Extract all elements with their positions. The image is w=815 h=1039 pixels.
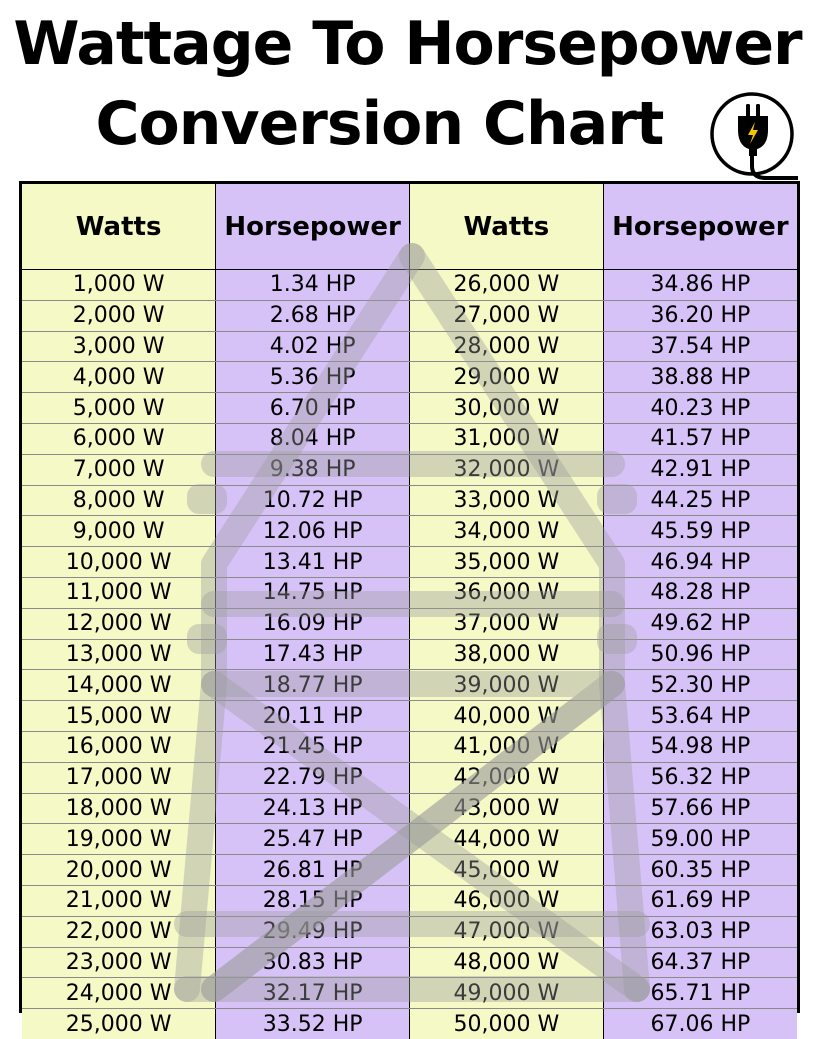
cell-watts-left: 18,000 W	[22, 793, 216, 824]
cell-watts-right: 40,000 W	[410, 701, 604, 732]
table-row	[22, 670, 797, 701]
cell-horsepower-left: 26.81 HP	[216, 855, 410, 886]
table-row	[22, 978, 797, 1009]
cell-watts-left: 9,000 W	[22, 516, 216, 547]
cell-horsepower-left: 33.52 HP	[216, 1009, 410, 1039]
table-row	[22, 423, 797, 454]
cell-watts-right: 36,000 W	[410, 577, 604, 608]
cell-watts-left: 8,000 W	[22, 485, 216, 516]
cell-horsepower-left: 14.75 HP	[216, 577, 410, 608]
cell-watts-right: 30,000 W	[410, 393, 604, 424]
cell-horsepower-right: 37.54 HP	[603, 331, 797, 362]
cell-horsepower-right: 67.06 HP	[603, 1009, 797, 1039]
cell-watts-left: 22,000 W	[22, 916, 216, 947]
cell-watts-left: 12,000 W	[22, 608, 216, 639]
cell-horsepower-right: 57.66 HP	[603, 793, 797, 824]
table-row	[22, 454, 797, 485]
cell-watts-right: 45,000 W	[410, 855, 604, 886]
cell-watts-left: 21,000 W	[22, 885, 216, 916]
cell-watts-left: 17,000 W	[22, 762, 216, 793]
table-body	[22, 270, 797, 1039]
cell-watts-right: 50,000 W	[410, 1009, 604, 1039]
cell-watts-right: 26,000 W	[410, 270, 604, 301]
cell-watts-left: 2,000 W	[22, 300, 216, 331]
cell-watts-left: 7,000 W	[22, 454, 216, 485]
cell-watts-right: 46,000 W	[410, 885, 604, 916]
cell-watts-right: 37,000 W	[410, 608, 604, 639]
cell-horsepower-right: 52.30 HP	[603, 670, 797, 701]
cell-watts-right: 39,000 W	[410, 670, 604, 701]
cell-watts-right: 33,000 W	[410, 485, 604, 516]
cell-horsepower-left: 25.47 HP	[216, 824, 410, 855]
cell-horsepower-left: 1.34 HP	[216, 270, 410, 301]
cell-horsepower-right: 50.96 HP	[603, 639, 797, 670]
cell-horsepower-left: 10.72 HP	[216, 485, 410, 516]
conversion-table-container	[19, 181, 800, 1037]
table-row	[22, 362, 797, 393]
table-row	[22, 547, 797, 578]
electric-plug-icon	[708, 92, 800, 182]
cell-watts-right: 28,000 W	[410, 331, 604, 362]
cell-watts-right: 38,000 W	[410, 639, 604, 670]
cell-horsepower-right: 61.69 HP	[603, 885, 797, 916]
cell-watts-right: 41,000 W	[410, 731, 604, 762]
cell-horsepower-left: 21.45 HP	[216, 731, 410, 762]
cell-horsepower-left: 2.68 HP	[216, 300, 410, 331]
cell-horsepower-left: 9.38 HP	[216, 454, 410, 485]
cell-horsepower-left: 8.04 HP	[216, 423, 410, 454]
cell-watts-right: 48,000 W	[410, 947, 604, 978]
cell-horsepower-left: 13.41 HP	[216, 547, 410, 578]
cell-watts-left: 4,000 W	[22, 362, 216, 393]
cell-watts-left: 25,000 W	[22, 1009, 216, 1039]
cell-horsepower-right: 64.37 HP	[603, 947, 797, 978]
cell-horsepower-right: 59.00 HP	[603, 824, 797, 855]
table-row	[22, 300, 797, 331]
cell-watts-right: 47,000 W	[410, 916, 604, 947]
table-row	[22, 270, 797, 301]
cell-horsepower-right: 54.98 HP	[603, 731, 797, 762]
cell-horsepower-right: 60.35 HP	[603, 855, 797, 886]
cell-horsepower-right: 63.03 HP	[603, 916, 797, 947]
cell-horsepower-right: 45.59 HP	[603, 516, 797, 547]
cell-horsepower-right: 46.94 HP	[603, 547, 797, 578]
cell-horsepower-right: 65.71 HP	[603, 978, 797, 1009]
cell-watts-left: 13,000 W	[22, 639, 216, 670]
cell-horsepower-left: 6.70 HP	[216, 393, 410, 424]
cell-watts-right: 35,000 W	[410, 547, 604, 578]
cell-watts-right: 29,000 W	[410, 362, 604, 393]
cell-horsepower-left: 29.49 HP	[216, 916, 410, 947]
table-row	[22, 516, 797, 547]
cell-horsepower-left: 17.43 HP	[216, 639, 410, 670]
column-header-watts-2: Watts	[410, 184, 604, 270]
cell-watts-right: 27,000 W	[410, 300, 604, 331]
cell-watts-right: 32,000 W	[410, 454, 604, 485]
cell-horsepower-right: 56.32 HP	[603, 762, 797, 793]
column-header-horsepower-1: Horsepower	[216, 184, 410, 270]
table-row	[22, 577, 797, 608]
cell-horsepower-right: 41.57 HP	[603, 423, 797, 454]
table-header-row	[22, 184, 797, 270]
cell-watts-left: 20,000 W	[22, 855, 216, 886]
cell-horsepower-right: 38.88 HP	[603, 362, 797, 393]
cell-horsepower-right: 42.91 HP	[603, 454, 797, 485]
cell-watts-right: 42,000 W	[410, 762, 604, 793]
cell-horsepower-left: 28.15 HP	[216, 885, 410, 916]
cell-watts-left: 24,000 W	[22, 978, 216, 1009]
cell-horsepower-right: 34.86 HP	[603, 270, 797, 301]
cell-watts-left: 3,000 W	[22, 331, 216, 362]
column-header-watts-1: Watts	[22, 184, 216, 270]
table-row	[22, 608, 797, 639]
cell-watts-left: 14,000 W	[22, 670, 216, 701]
table-row	[22, 331, 797, 362]
cell-horsepower-right: 44.25 HP	[603, 485, 797, 516]
cell-watts-left: 5,000 W	[22, 393, 216, 424]
table-row	[22, 485, 797, 516]
conversion-table	[22, 184, 797, 1039]
page-subtitle: Conversion Chart	[95, 89, 664, 159]
table-row	[22, 824, 797, 855]
page-title: Wattage To Horsepower	[13, 9, 802, 79]
cell-watts-right: 44,000 W	[410, 824, 604, 855]
table-row	[22, 639, 797, 670]
cell-horsepower-left: 16.09 HP	[216, 608, 410, 639]
cell-horsepower-left: 12.06 HP	[216, 516, 410, 547]
cell-horsepower-right: 53.64 HP	[603, 701, 797, 732]
cell-horsepower-left: 32.17 HP	[216, 978, 410, 1009]
table-row	[22, 731, 797, 762]
cell-watts-left: 19,000 W	[22, 824, 216, 855]
cell-horsepower-right: 40.23 HP	[603, 393, 797, 424]
table-row	[22, 793, 797, 824]
cell-horsepower-left: 30.83 HP	[216, 947, 410, 978]
cell-horsepower-left: 5.36 HP	[216, 362, 410, 393]
table-row	[22, 885, 797, 916]
cell-horsepower-right: 36.20 HP	[603, 300, 797, 331]
cell-watts-left: 23,000 W	[22, 947, 216, 978]
cell-horsepower-left: 24.13 HP	[216, 793, 410, 824]
cell-watts-left: 10,000 W	[22, 547, 216, 578]
cell-horsepower-left: 22.79 HP	[216, 762, 410, 793]
cell-horsepower-right: 49.62 HP	[603, 608, 797, 639]
table-row	[22, 855, 797, 886]
table-row	[22, 1009, 797, 1039]
table-row	[22, 916, 797, 947]
cell-horsepower-right: 48.28 HP	[603, 577, 797, 608]
cell-watts-right: 34,000 W	[410, 516, 604, 547]
cell-watts-right: 49,000 W	[410, 978, 604, 1009]
cell-watts-left: 15,000 W	[22, 701, 216, 732]
table-row	[22, 393, 797, 424]
cell-watts-left: 11,000 W	[22, 577, 216, 608]
cell-watts-left: 6,000 W	[22, 423, 216, 454]
cell-watts-right: 31,000 W	[410, 423, 604, 454]
column-header-horsepower-2: Horsepower	[603, 184, 797, 270]
cell-watts-right: 43,000 W	[410, 793, 604, 824]
cell-watts-left: 16,000 W	[22, 731, 216, 762]
table-row	[22, 701, 797, 732]
table-row	[22, 947, 797, 978]
cell-horsepower-left: 18.77 HP	[216, 670, 410, 701]
cell-horsepower-left: 20.11 HP	[216, 701, 410, 732]
cell-watts-left: 1,000 W	[22, 270, 216, 301]
cell-horsepower-left: 4.02 HP	[216, 331, 410, 362]
table-row	[22, 762, 797, 793]
